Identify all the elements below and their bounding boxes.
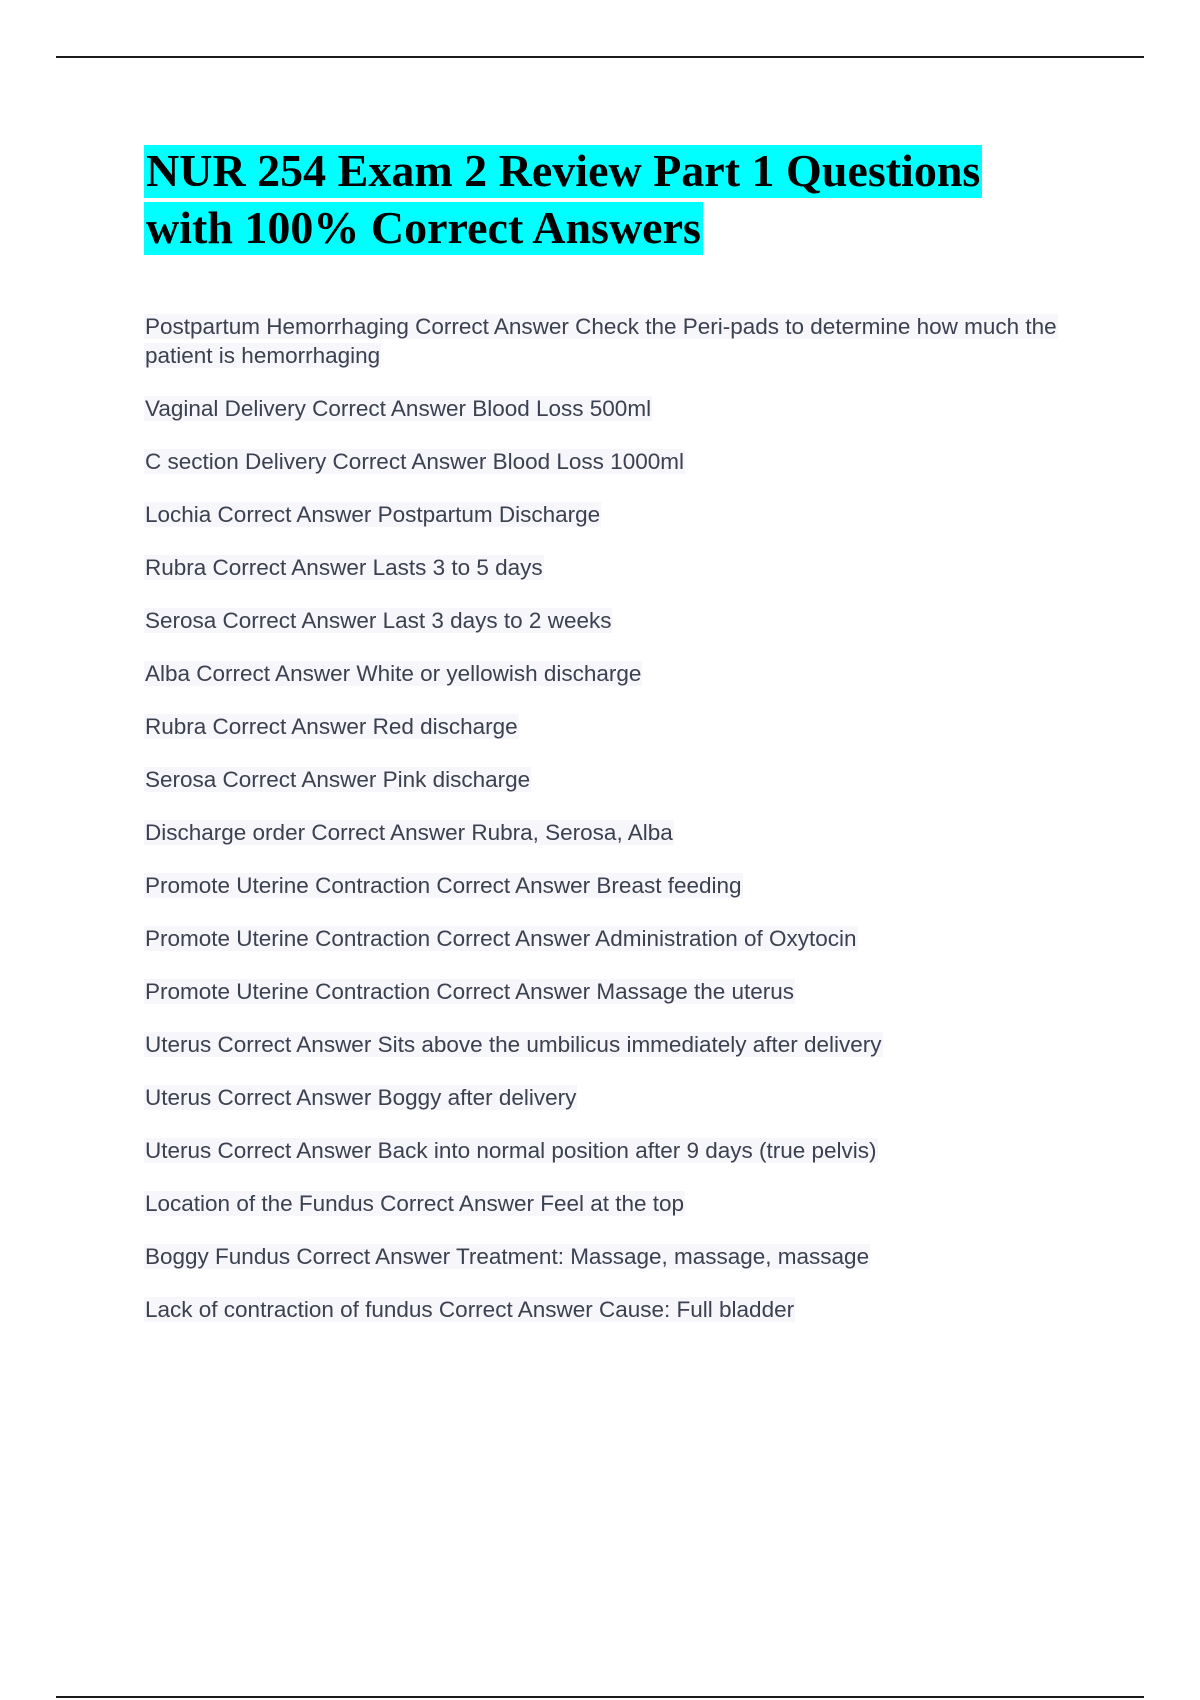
qa-item-text: Uterus Correct Answer Sits above the umbilicus immediately after delivery <box>145 1032 882 1057</box>
qa-item <box>144 924 1104 953</box>
qa-item <box>144 1136 1104 1165</box>
qa-item <box>144 1030 1104 1059</box>
qa-item <box>144 606 1104 635</box>
bottom-rule <box>56 1696 1144 1698</box>
qa-item-text: Rubra Correct Answer Lasts 3 to 5 days <box>145 555 543 580</box>
qa-item-text: Serosa Correct Answer Pink discharge <box>145 767 531 792</box>
qa-item <box>144 553 1104 582</box>
qa-item-text: Discharge order Correct Answer Rubra, Serosa, Alba <box>145 820 673 845</box>
qa-item-text: C section Delivery Correct Answer Blood Loss 1000ml <box>145 449 684 474</box>
page-title <box>144 142 1044 256</box>
qa-item-text: Location of the Fundus Correct Answer Feel at the top <box>145 1191 685 1216</box>
qa-item-text: Vaginal Delivery Correct Answer Blood Loss 500ml <box>145 396 652 421</box>
qa-item <box>144 1083 1104 1112</box>
qa-item <box>144 312 1104 370</box>
qa-item <box>144 659 1104 688</box>
qa-item <box>144 871 1104 900</box>
qa-item-text: Uterus Correct Answer Boggy after delivery <box>145 1085 577 1110</box>
qa-item-text: Serosa Correct Answer Last 3 days to 2 weeks <box>145 608 612 633</box>
top-rule <box>56 56 1144 58</box>
qa-item-text: Promote Uterine Contraction Correct Answer Massage the uterus <box>145 979 795 1004</box>
qa-item-text: Promote Uterine Contraction Correct Answer Breast feeding <box>145 873 742 898</box>
qa-item <box>144 977 1104 1006</box>
qa-item <box>144 1295 1104 1324</box>
qa-item <box>144 1242 1104 1271</box>
title-highlight: NUR 254 Exam 2 Review Part 1 Questions with 100% Correct Answers <box>146 145 981 253</box>
qa-item-text: Promote Uterine Contraction Correct Answer Administration of Oxytocin <box>145 926 857 951</box>
qa-item-text: Boggy Fundus Correct Answer Treatment: Massage, massage, massage <box>145 1244 870 1269</box>
qa-item <box>144 818 1104 847</box>
qa-item-text: Rubra Correct Answer Red discharge <box>145 714 518 739</box>
qa-list <box>144 312 1104 1348</box>
qa-item <box>144 712 1104 741</box>
qa-item <box>144 394 1104 423</box>
qa-item <box>144 1189 1104 1218</box>
qa-item-text: Lack of contraction of fundus Correct Answer Cause: Full bladder <box>145 1297 795 1322</box>
qa-item-text: Alba Correct Answer White or yellowish discharge <box>145 661 642 686</box>
qa-item-text: Uterus Correct Answer Back into normal position after 9 days (true pelvis) <box>145 1138 877 1163</box>
qa-item <box>144 500 1104 529</box>
qa-item <box>144 765 1104 794</box>
qa-item <box>144 447 1104 476</box>
qa-item-text: Postpartum Hemorrhaging Correct Answer Check the Peri-pads to determine how much the patient is hemorrhaging <box>145 314 1057 368</box>
qa-item-text: Lochia Correct Answer Postpartum Discharge <box>145 502 601 527</box>
